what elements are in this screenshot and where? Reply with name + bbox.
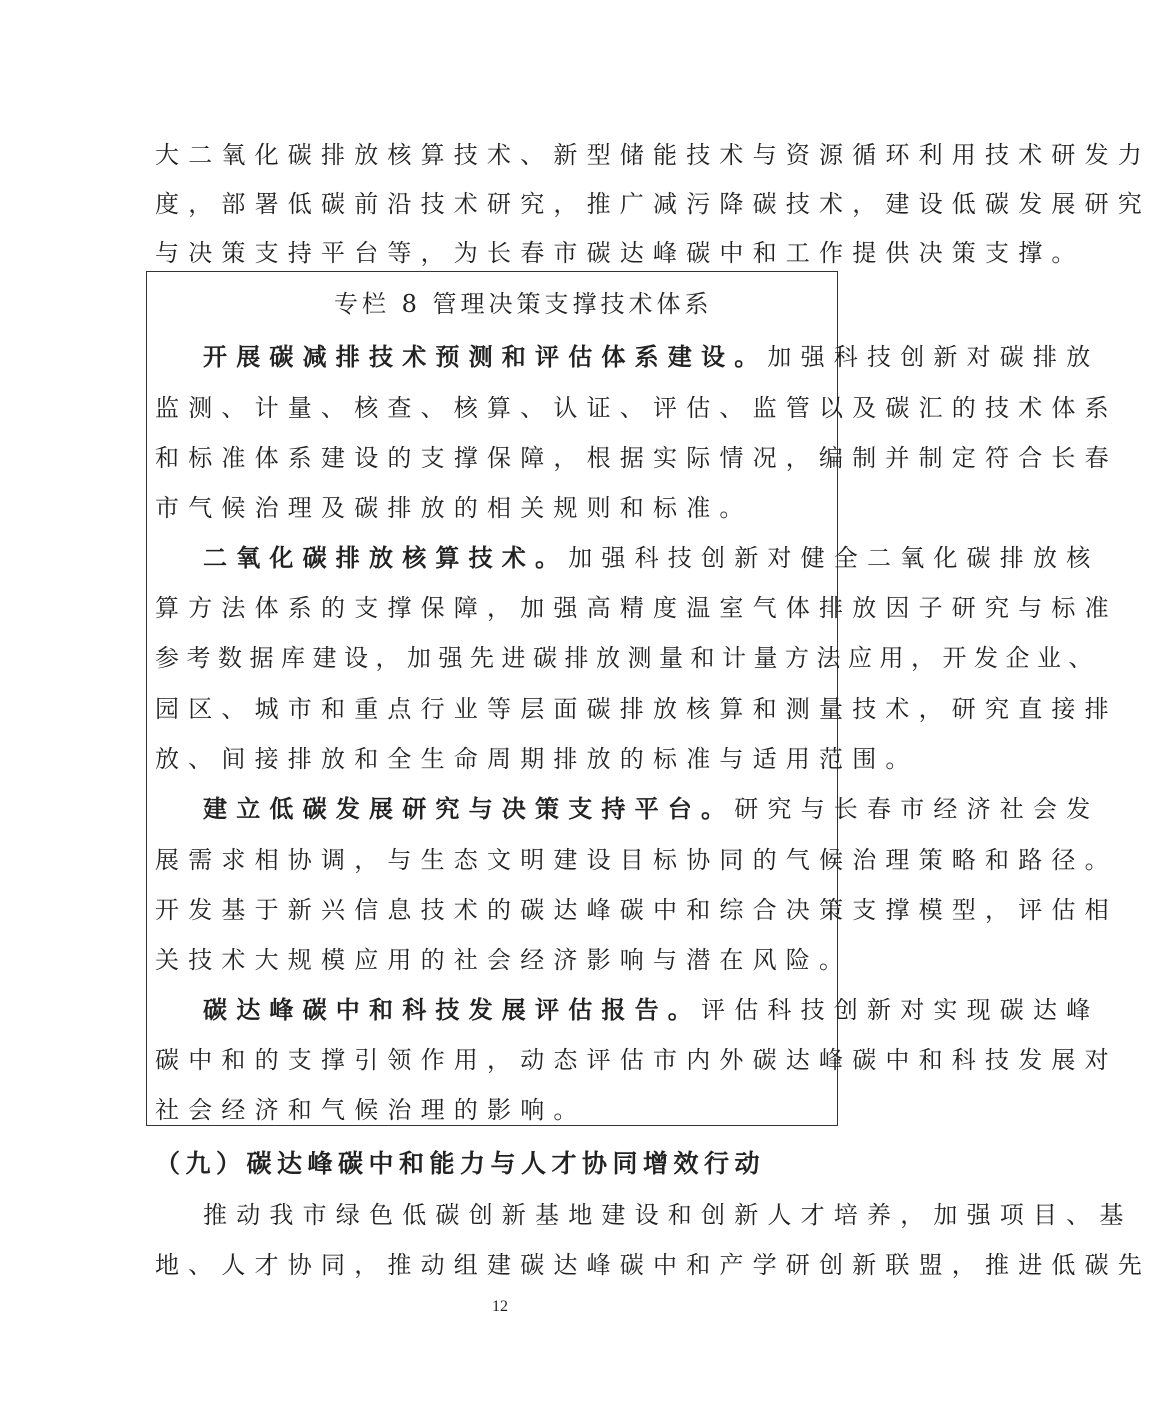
box-section-4-first-line: 碳达峰碳中和科技发展评估报告。评估科技创新对实现碳达峰 <box>203 995 1100 1024</box>
intro-line-1: 大二氧化碳排放核算技术、新型储能技术与资源循环利用技术研发力 <box>155 141 1151 169</box>
box-section-2-heading: 二氧化碳排放核算技术。 <box>203 543 569 572</box>
box-section-2-line: 算方法体系的支撑保障，加强高精度温室气体排放因子研究与标准 <box>155 594 1118 622</box>
box-section-2-first-line: 二氧化碳排放核算技术。加强科技创新对健全二氧化碳排放核 <box>203 543 1100 572</box>
box-section-3-line: 开发基于新兴信息技术的碳达峰碳中和综合决策支撑模型，评估相 <box>155 896 1118 924</box>
box-section-2-line: 参考数据库建设，加强先进碳排放测量和计量方法应用，开发企业、 <box>155 644 1100 672</box>
box-section-1-first-line: 开展碳减排技术预测和评估体系建设。加强科技创新对碳排放 <box>203 342 1100 371</box>
box-section-1-line: 监测、计量、核查、核算、认证、评估、监管以及碳汇的技术体系 <box>155 394 1118 422</box>
box-section-2-line: 放、间接排放和全生命周期排放的标准与适用范围。 <box>155 745 919 773</box>
outro-line-2: 地、人才协同，推动组建碳达峰碳中和产学研创新联盟，推进低碳先 <box>155 1251 1151 1279</box>
box-section-3-line: 关技术大规模应用的社会经济影响与潜在风险。 <box>155 946 853 974</box>
intro-line-3: 与决策支持平台等，为长春市碳达峰碳中和工作提供决策支撑。 <box>155 239 1085 267</box>
box-section-4-line: 社会经济和气候治理的影响。 <box>155 1096 587 1124</box>
box-section-4-heading: 碳达峰碳中和科技发展评估报告。 <box>203 995 701 1024</box>
intro-line-2: 度，部署低碳前沿技术研究，推广减污降碳技术，建设低碳发展研究 <box>155 190 1151 218</box>
box-section-1-heading: 开展碳减排技术预测和评估体系建设。 <box>203 342 768 371</box>
box-section-3-heading: 建立低碳发展研究与决策支持平台。 <box>203 794 735 823</box>
box-section-1-line: 市气候治理及碳排放的相关规则和标准。 <box>155 494 753 522</box>
box-section-2-line: 园区、城市和重点行业等层面碳排放核算和测量技术，研究直接排 <box>155 695 1118 723</box>
box-section-4-line: 碳中和的支撑引领作用，动态评估市内外碳达峰碳中和科技发展对 <box>155 1046 1118 1074</box>
outro-line-1: 推动我市绿色低碳创新基地建设和创新人才培养，加强项目、基 <box>203 1201 1133 1229</box>
box-section-3-first-line: 建立低碳发展研究与决策支持平台。研究与长春市经济社会发 <box>203 794 1100 823</box>
section-heading: （九）碳达峰碳中和能力与人才协同增效行动 <box>155 1149 766 1178</box>
box-section-3-line: 展需求相协调，与生态文明建设目标协同的气候治理策略和路径。 <box>155 846 1118 874</box>
box-section-1-line: 和标准体系建设的支撑保障，根据实际情况，编制并制定符合长春 <box>155 444 1118 472</box>
box-title: 专栏 8 管理决策支撑技术体系 <box>334 290 713 318</box>
page-number: 12 <box>492 1298 508 1315</box>
